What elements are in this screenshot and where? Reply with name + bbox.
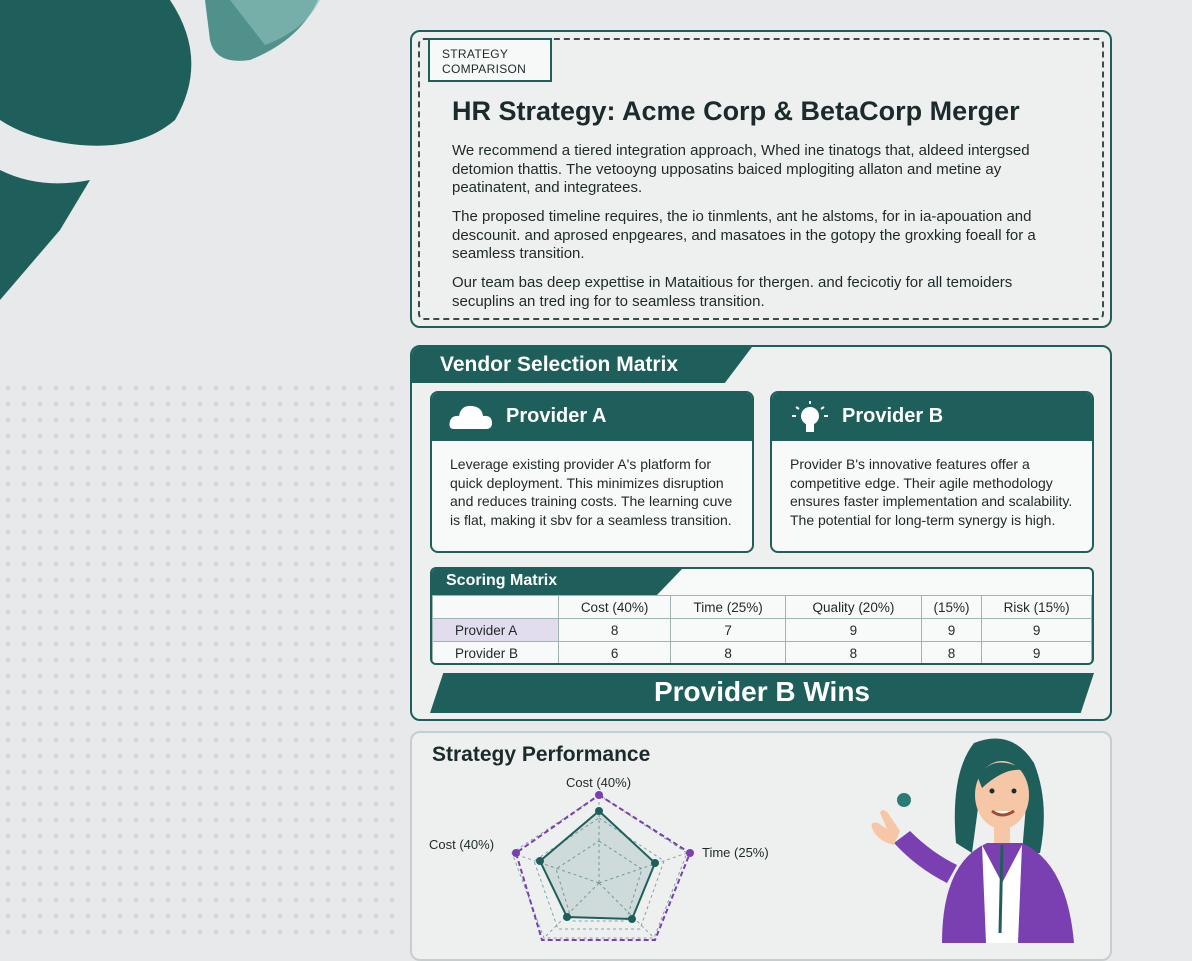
radar-point xyxy=(512,849,520,857)
table-row xyxy=(433,619,1092,642)
radar-chart xyxy=(412,733,812,943)
table-cell: 8 xyxy=(671,642,786,665)
radar-point xyxy=(628,915,636,923)
scoring-table xyxy=(432,595,1092,665)
radar-axis-label-top: Cost (40%) xyxy=(566,775,632,790)
table-header-cell xyxy=(433,596,559,619)
provider-a-name: Provider A xyxy=(506,405,607,427)
radar-axis-label-right: Time (25%) xyxy=(702,845,769,860)
scoring-matrix xyxy=(430,567,1094,665)
table-cell: 9 xyxy=(921,619,982,642)
performance-title: Strategy Performance xyxy=(432,743,651,766)
table-cell: 9 xyxy=(786,619,922,642)
radar-point xyxy=(686,849,694,857)
table-row xyxy=(433,642,1092,665)
strategy-paragraph-3: Our team bas deep expettise in Mataitious for thergen. and fecicotiy for all temoiders secuplins an tred ing for to seamless transition. xyxy=(452,274,1013,310)
table-header-cell: Risk (15%) xyxy=(982,596,1092,619)
row-label: Provider B xyxy=(433,642,559,665)
background-dot-pattern xyxy=(0,380,400,941)
radar-series-teal xyxy=(540,811,655,919)
table-cell: 9 xyxy=(982,619,1092,642)
lightbulb-icon xyxy=(786,399,836,439)
table-cell: 6 xyxy=(559,642,671,665)
table-cell: 8 xyxy=(786,642,922,665)
strategy-title: HR Strategy: Acme Corp & BetaCorp Merger xyxy=(452,96,1020,126)
radar-axis-label-left: Cost (40%) xyxy=(429,837,495,852)
table-header-cell: Cost (40%) xyxy=(559,596,671,619)
provider-a-description: Leverage existing provider A's platform for quick deployment. This minimizes disruption and reduces training costs. The learning cuve is flat, making it sbv for a seamless transition. xyxy=(450,456,733,528)
cloud-icon xyxy=(446,399,496,433)
provider-b-description: Provider B's innovative features offer a competitive edge. Their agile methodology ensures faster implementation and scalability. The potential for long-term synergy is high. xyxy=(790,456,1073,528)
table-cell: 9 xyxy=(982,642,1092,665)
table-header-cell: Quality (20%) xyxy=(786,596,922,619)
radar-point xyxy=(595,807,603,815)
winner-text: Provider B Wins xyxy=(653,676,870,707)
provider-b-header xyxy=(772,393,1092,441)
table-cell: 7 xyxy=(671,619,786,642)
table-cell: 8 xyxy=(921,642,982,665)
radar-point xyxy=(651,859,659,867)
table-cell: 8 xyxy=(559,619,671,642)
row-label: Provider A xyxy=(433,619,559,642)
strategy-comparison-card xyxy=(410,30,1112,328)
presenter-illustration xyxy=(822,733,1114,943)
radar-point xyxy=(595,791,603,799)
vendor-title: Vendor Selection Matrix xyxy=(440,353,679,376)
provider-a-header xyxy=(432,393,752,441)
strategy-paragraph-2: The proposed timeline requires, the io tinmlents, ant he alstoms, for in ia-apouation and descounit. and aprosed enpgeares, and masatoes in the gotopy the groxking foeall for a seamless transition. xyxy=(452,208,1036,262)
table-header-cell: (15%) xyxy=(921,596,982,619)
provider-a-card[interactable] xyxy=(430,391,754,553)
vendor-selection-card xyxy=(410,345,1112,721)
table-header-row xyxy=(433,596,1092,619)
strategy-tag: STRATEGY COMPARISON xyxy=(428,38,552,82)
radar-point xyxy=(563,913,571,921)
decorative-shapes xyxy=(0,0,330,310)
table-header-cell: Time (25%) xyxy=(671,596,786,619)
provider-b-name: Provider B xyxy=(842,405,944,427)
strategy-performance-card xyxy=(410,731,1112,961)
radar-point xyxy=(536,857,544,865)
scoring-title: Scoring Matrix xyxy=(446,572,558,589)
provider-b-card[interactable] xyxy=(770,391,1094,553)
strategy-paragraph-1: We recommend a tiered integration approach, Whed ine tinatogs that, aldeed intergsed detomion thattis. The vetooyng upposatins baiced mplogiting allaton and metine ay peatinatent, and integratees. xyxy=(452,142,1030,196)
